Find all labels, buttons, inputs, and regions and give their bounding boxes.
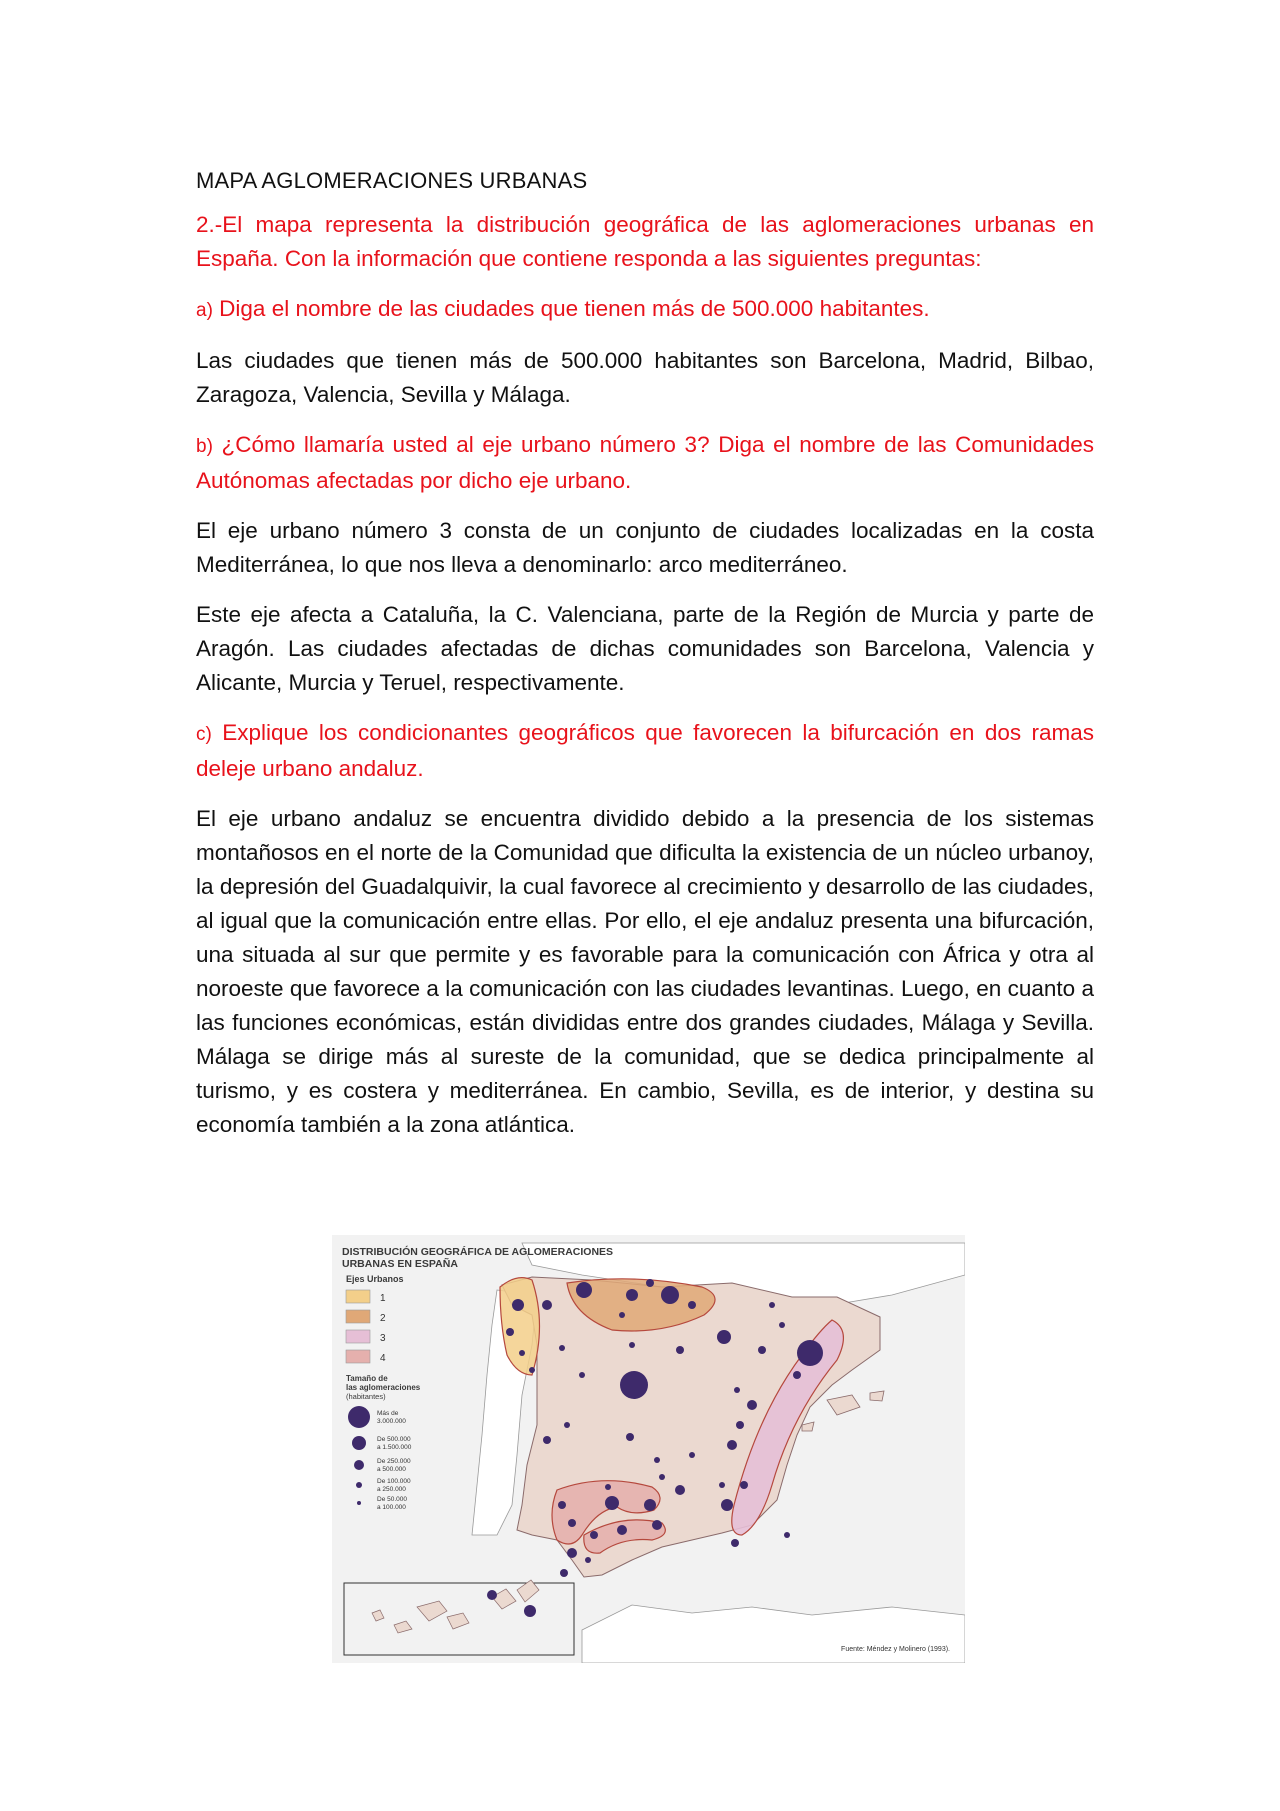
map-title-line2: URBANAS EN ESPAÑA [342,1258,458,1270]
city-dot [654,1457,660,1463]
city-dot [784,1532,790,1538]
city-dot [689,1452,695,1458]
city-dot [721,1499,733,1511]
size-legend-label-1a: Más de [377,1410,399,1417]
question-b-letter: b) [196,436,213,457]
city-dot [779,1322,785,1328]
axis-label-2: 2 [380,1313,386,1324]
city-dot [734,1387,740,1393]
question-c-text: Explique los condicionantes geográficos que favorecen la bifurcación en dos ramas deleje urbano andaluz. [196,720,1094,781]
document-page [196,160,1094,1158]
size-title-line3: (habitantes) [346,1392,386,1401]
city-dot [487,1590,497,1600]
axis-swatch-4 [346,1350,370,1363]
city-dot [793,1371,801,1379]
city-dot [568,1519,576,1527]
city-dot [617,1525,627,1535]
city-dot [644,1499,656,1511]
city-dot [567,1548,577,1558]
city-dot [619,1312,625,1318]
city-dot [512,1299,524,1311]
city-dot [543,1436,551,1444]
size-legend-dot-5 [357,1501,361,1505]
city-dot [736,1421,744,1429]
axis-swatch-1 [346,1290,370,1303]
map-title-line1: DISTRIBUCIÓN GEOGRÁFICA DE AGLOMERACIONES [342,1246,614,1258]
axis-label-4: 4 [380,1353,386,1364]
city-dot [506,1328,514,1336]
size-legend-label-3a: De 250.000 [377,1458,411,1465]
question-b [196,428,1094,498]
city-dot [797,1340,823,1366]
size-legend-label-4a: De 100.000 [377,1478,411,1485]
question-a [196,292,1094,328]
city-dot [740,1481,748,1489]
city-dot [652,1520,662,1530]
city-dot [747,1400,757,1410]
question-c-letter: c) [196,724,212,745]
city-dot [659,1474,665,1480]
map-svg [332,1235,965,1663]
city-dot [731,1539,739,1547]
city-dot [688,1301,696,1309]
size-legend-dot-1 [348,1406,370,1428]
axis-swatch-3 [346,1330,370,1343]
axis-label-3: 3 [380,1333,386,1344]
size-legend-label-2a: De 500.000 [377,1436,411,1443]
size-legend-dot-4 [356,1482,362,1488]
size-legend-label-5b: a 100.000 [377,1504,406,1511]
city-dot [629,1342,635,1348]
city-dot [769,1302,775,1308]
city-dot [620,1371,648,1399]
city-dot [559,1345,565,1351]
city-dot [560,1569,568,1577]
legend-axes-title: Ejes Urbanos [346,1274,404,1284]
city-dot [605,1484,611,1490]
question-intro: 2.-El mapa representa la distribución geográfica de las aglomeraciones urbanas en España. Con la información que contiene responda a las siguientes preguntas: [196,212,1094,271]
city-dot [529,1367,535,1373]
city-dot [626,1433,634,1441]
size-legend-dot-3 [354,1460,364,1470]
city-dot [576,1282,592,1298]
city-dot [519,1350,525,1356]
city-dot [558,1501,566,1509]
city-dot [585,1557,591,1563]
urban-agglomerations-map [332,1235,965,1663]
size-title-line2: las aglomeraciones [346,1383,421,1392]
balearic-island-menorca [870,1391,884,1401]
city-dot [579,1372,585,1378]
answer-c-1: El eje urbano andaluz se encuentra dividido debido a la presencia de los sistemas montañosos en el norte de la Comunidad que dificulta la existencia de un núcleo urbanoy, la depresión del Guadalquivir, la cual favorece al crecimiento y desarrollo de las ciudades, al igual que la comunicación entre ellas. Por ello, el eje andaluz presenta una bifurcación, una situada al sur que permite y es favorable para la comunicación con África y otra al noroeste que favorece a la comunicación con las ciudades levantinas. Luego, en cuanto a las funciones económicas, están divididas entre dos grandes ciudades, Málaga y Sevilla. Málaga se dirige más al sureste de la comunidad, que se dedica principalmente al turismo, y es costera y mediterránea. En cambio, Sevilla, es de interior, y destina su economía también a la zona atlántica. [196,806,1094,1137]
city-dot [626,1289,638,1301]
size-legend-dot-2 [352,1436,366,1450]
question-c [196,716,1094,786]
answer-b-1: El eje urbano número 3 consta de un conjunto de ciudades localizadas en la costa Mediterránea, lo que nos lleva a denominarlo: arco mediterráneo. [196,518,1094,577]
size-legend-label-3b: a 500.000 [377,1466,406,1473]
city-dot [661,1286,679,1304]
city-dot [727,1440,737,1450]
city-dot [675,1485,685,1495]
size-legend-label-4b: a 250.000 [377,1486,406,1493]
size-title-line1: Tamaño de [346,1374,388,1383]
city-dot [758,1346,766,1354]
city-dot [717,1330,731,1344]
size-legend-label-1b: 3.000.000 [377,1418,406,1425]
size-legend-label-5a: De 50.000 [377,1496,407,1503]
city-dot [719,1482,725,1488]
city-dot [676,1346,684,1354]
city-dot [524,1605,536,1617]
city-dot [646,1279,654,1287]
city-dot [542,1300,552,1310]
answer-a-1: Las ciudades que tienen más de 500.000 habitantes son Barcelona, Madrid, Bilbao, Zaragoza, Valencia, Sevilla y Málaga. [196,348,1094,407]
question-b-text: ¿Cómo llamaría usted al eje urbano número 3? Diga el nombre de las Comunidades Autónomas afectadas por dicho eje urbano. [196,432,1094,493]
city-dot [605,1496,619,1510]
axis-label-1: 1 [380,1293,386,1304]
answer-b-2: Este eje afecta a Cataluña, la C. Valenciana, parte de la Región de Murcia y parte de Aragón. Las ciudades afectadas de dichas comunidades son Barcelona, Valencia y Alicante, Murcia y Teruel, respectivamente. [196,602,1094,695]
city-dot [590,1531,598,1539]
city-dot [564,1422,570,1428]
axis-swatch-2 [346,1310,370,1323]
africa-land [582,1605,965,1663]
size-legend-label-2b: a 1.500.000 [377,1444,412,1451]
question-a-letter: a) [196,300,213,321]
map-source: Fuente: Méndez y Molinero (1993). [841,1646,950,1653]
document-title: MAPA AGLOMERACIONES URBANAS [196,168,588,193]
question-a-text: Diga el nombre de las ciudades que tienen más de 500.000 habitantes. [219,296,930,321]
